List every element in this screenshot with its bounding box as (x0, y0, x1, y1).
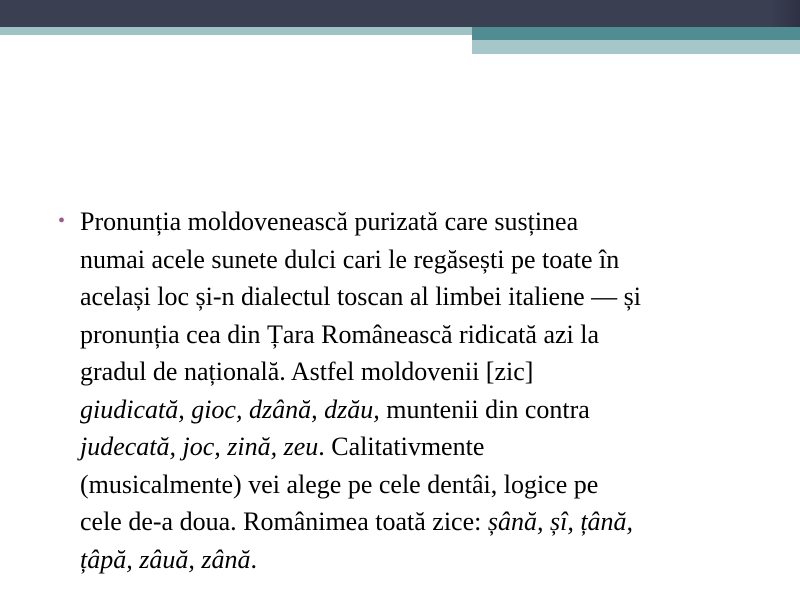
bullet-paragraph (80, 203, 756, 578)
paragraph-line (80, 391, 756, 429)
paragraph-text: cele de-a doua. Românimea toată zice: (80, 507, 488, 536)
paragraph-text: (musicalmente) vei alege pe cele dentâi, logice pe (80, 469, 599, 499)
italic-example-text: judecată, joc, zină, zeu (80, 432, 319, 461)
bullet-marker: • (58, 210, 66, 232)
paragraph-text: același loc și-n dialectul toscan al limbei italiene — și (80, 282, 641, 311)
paragraph-text: Pronunția moldovenească purizată care susținea (80, 207, 579, 236)
italic-example-text: giudicată, gioc, dzână, dzău, (80, 394, 380, 424)
header-teal-stripe-dark (472, 27, 800, 40)
paragraph-text: muntenii din contra (379, 394, 590, 424)
header-teal-stripe-left (0, 27, 472, 35)
slide-content (58, 203, 758, 578)
paragraph-text: . Calitativmente (318, 432, 485, 461)
paragraph-line (80, 203, 756, 241)
bullet-item (58, 203, 758, 578)
paragraph-text: pronunția cea din Țara Românească ridicată azi la (80, 319, 600, 349)
paragraph-text: gradul de națională. Astfel moldovenii [zic] (80, 357, 534, 386)
paragraph-text: numai acele sunete dulci cari le regăsești pe toate în (80, 244, 620, 274)
paragraph-line (80, 241, 756, 279)
paragraph-text: . (250, 544, 257, 574)
paragraph-line (80, 466, 756, 504)
header-dark-bar (0, 0, 800, 27)
paragraph-line (80, 316, 756, 354)
paragraph-line (80, 278, 756, 316)
italic-example-text: șână, șî, țână, (487, 507, 634, 536)
paragraph-line (80, 503, 756, 541)
header-teal-stripe-light (472, 40, 800, 54)
italic-example-text: țâpă, zâuă, zână (80, 544, 251, 574)
paragraph-line (80, 541, 756, 579)
paragraph-line (80, 353, 756, 391)
header-dark-bar-shade (770, 0, 800, 27)
paragraph-line (80, 428, 756, 466)
